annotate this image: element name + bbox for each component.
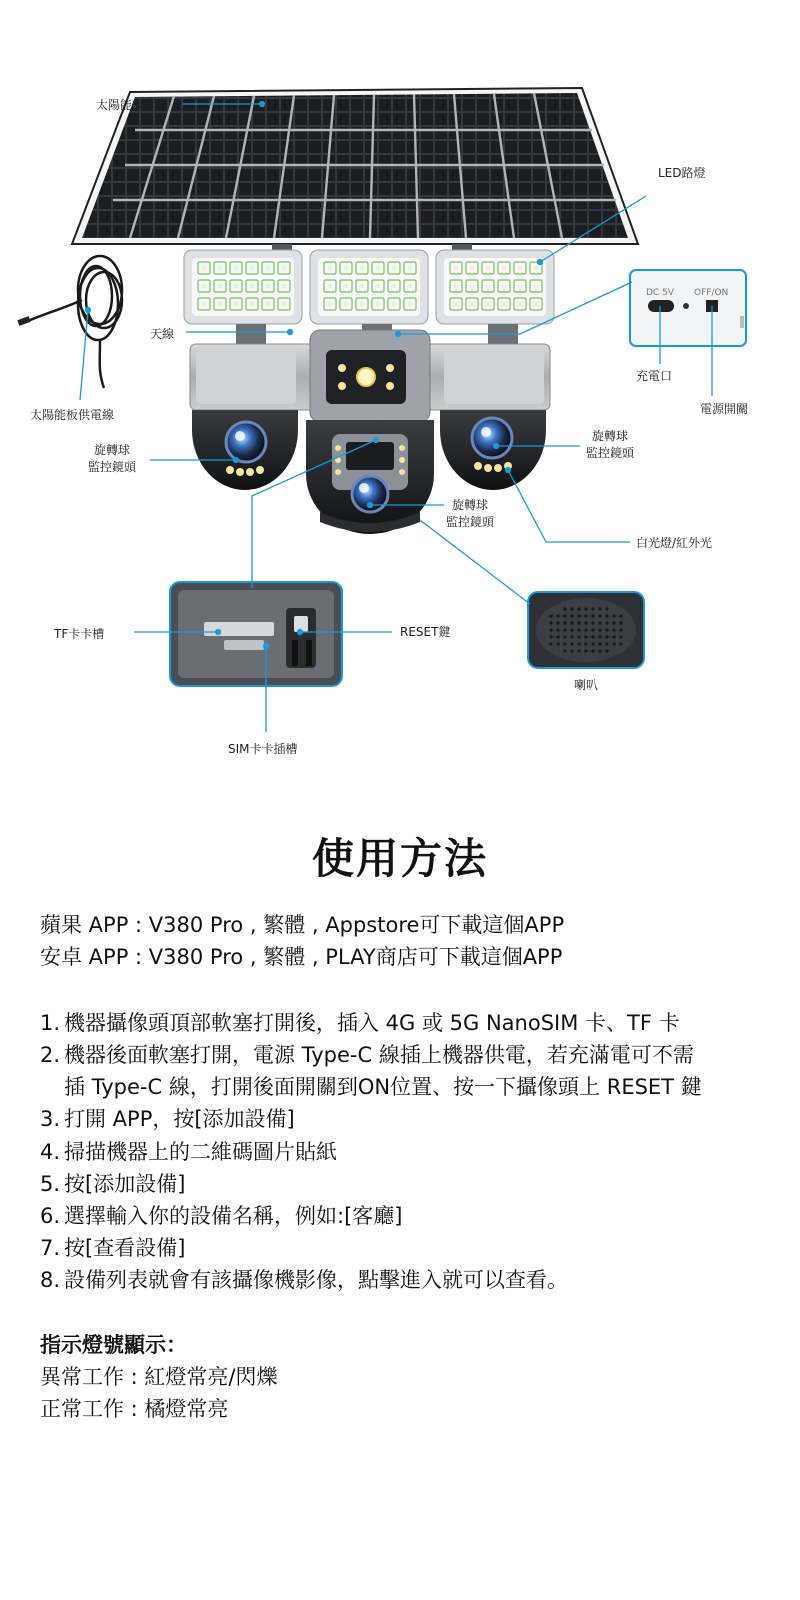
label-ptz-left-line2: 監控鏡頭 [88,460,137,474]
led-dot [502,302,507,307]
solar-cable [26,256,122,388]
label-ptz-right-line1: 旋轉球 [592,429,629,443]
led-dot [234,302,239,307]
label-white-ir-light: 白光燈/紅外光 [636,536,713,550]
led-dot [202,284,207,289]
speaker-hole [591,607,594,610]
led-dot [408,266,413,271]
speaker-hole [549,642,552,645]
speaker-hole [577,614,580,617]
speaker-hole [563,614,566,617]
speaker-hole [549,621,552,624]
page-title: 使用方法 [311,834,488,883]
speaker-hole [598,649,601,652]
speaker-hole [605,614,608,617]
speaker-hole [577,635,580,638]
speaker-hole [556,635,559,638]
step-item [40,1232,185,1264]
led-dot [454,284,459,289]
led-dot [328,284,333,289]
led-dot [282,302,287,307]
led-dot [344,266,349,271]
led-dot [282,284,287,289]
label-power-switch: 電源開關 [700,402,749,416]
led-dot [250,266,255,271]
label-ptz-center [446,497,494,531]
speaker-hole [591,621,594,624]
led-dot [454,302,459,307]
step-number: 5. [40,1172,61,1196]
step-text: 按[添加設備] [64,1172,186,1196]
speaker-hole [549,614,552,617]
step-item [40,1200,402,1232]
speaker-hole [598,635,601,638]
speaker-hole [577,607,580,610]
label-antenna: 天線 [150,327,175,341]
speaker-hole [563,628,566,631]
port-inset [630,270,746,346]
step-text: 掃描機器上的二維碼圖片貼紙 [64,1140,337,1164]
led-dot [518,266,523,271]
led-dot [234,284,239,289]
led-dot [470,266,475,271]
led-dot [344,284,349,289]
product-diagram [0,0,800,790]
step-number: 4. [40,1140,61,1164]
speaker-hole [556,614,559,617]
speaker-hole [598,607,601,610]
led-dot [360,302,365,307]
speaker-hole [563,642,566,645]
led-dot [486,266,491,271]
speaker-inset [528,592,644,668]
label-led-light: LED路燈 [658,166,706,180]
port-switch-text: OFF/ON [694,288,729,298]
speaker-hole [563,649,566,652]
led-dot [344,302,349,307]
speaker-hole [570,607,573,610]
led-dot [202,266,207,271]
led-dot [470,284,475,289]
speaker-hole [584,607,587,610]
label-solar-cable: 太陽能板供電線 [30,408,115,422]
speaker-hole [605,642,608,645]
step-item [40,1103,295,1135]
speaker-hole [619,635,622,638]
led-dot [502,284,507,289]
speaker-hole [605,607,608,610]
step-item [40,1136,337,1168]
speaker-hole [584,614,587,617]
led-dot [408,284,413,289]
led-dot [234,266,239,271]
led-dot [328,266,333,271]
led-dot [202,302,207,307]
led-dot [454,266,459,271]
led-dot [486,302,491,307]
card-slot-inset [170,582,342,686]
step-number: 3. [40,1107,61,1131]
speaker-hole [563,607,566,610]
label-charging-port: 充電口 [636,369,673,383]
speaker-hole [577,628,580,631]
speaker-hole [612,628,615,631]
speaker-hole [591,628,594,631]
led-dot [518,302,523,307]
speaker-hole [598,614,601,617]
speaker-hole [598,642,601,645]
speaker-hole [577,621,580,624]
speaker-hole [577,642,580,645]
speaker-hole [598,628,601,631]
speaker-hole [577,649,580,652]
label-sim-slot: SIM卡卡插槽 [228,742,298,756]
camera-body [190,330,550,422]
led-dot [392,266,397,271]
step-number: 2. [40,1043,61,1067]
led-dot [250,302,255,307]
speaker-hole [570,635,573,638]
camera-illustration [0,0,800,790]
speaker-hole [619,628,622,631]
label-ptz-right-line2: 監控鏡頭 [586,446,635,460]
label-ptz-center-line2: 監控鏡頭 [446,515,495,529]
step-number: 6. [40,1204,61,1228]
speaker-hole [605,649,608,652]
label-speaker: 喇叭 [574,678,599,692]
speaker-hole [591,642,594,645]
speaker-hole [584,621,587,624]
indicator-normal: 正常工作 : 橘燈常亮 [40,1397,229,1421]
led-dot [392,284,397,289]
speaker-hole [549,635,552,638]
led-dot [250,284,255,289]
step-item [40,1264,568,1296]
led-dot [328,302,333,307]
label-ptz-center-line1: 旋轉球 [452,498,489,512]
led-dot [376,302,381,307]
android-app-line: 安卓 APP : V380 Pro , 繁體 , PLAY商店可下載這個APP [40,945,563,969]
speaker-hole [563,621,566,624]
step-text: 設備列表就會有該攝像機影像，點擊進入就可以查看。 [64,1268,568,1292]
step-text: 機器攝像頭頂部軟塞打開後，插入 4G 或 5G NanoSIM 卡、TF 卡 [64,1011,680,1035]
led-dot [282,266,287,271]
speaker-hole [619,614,622,617]
port-dc-text: DC 5V [646,288,674,298]
speaker-hole [556,642,559,645]
led-dot [376,266,381,271]
speaker-hole [584,635,587,638]
speaker-hole [598,621,601,624]
speaker-hole [591,649,594,652]
step-text: 按[查看設備] [64,1236,186,1260]
step-text: 選擇輸入你的設備名稱，例如:[客廳] [64,1204,403,1228]
ptz-dome-left [192,410,298,490]
label-ptz-right [586,428,634,462]
step-number: 1. [40,1011,61,1035]
speaker-hole [584,628,587,631]
speaker-hole [619,642,622,645]
led-dot [266,266,271,271]
speaker-hole [570,621,573,624]
label-reset-key: RESET鍵 [400,625,451,639]
led-dot [360,266,365,271]
solar-panel [72,88,638,254]
led-dot [470,302,475,307]
speaker-hole [563,635,566,638]
led-dot [376,284,381,289]
speaker-hole [612,621,615,624]
led-dot [218,302,223,307]
led-dot [266,284,271,289]
led-dot [534,284,539,289]
led-dot [360,284,365,289]
label-tf-slot: TF卡卡槽 [54,627,105,641]
label-ptz-left-line1: 旋轉球 [94,443,131,457]
indicator-abnormal: 異常工作 : 紅燈常亮/閃爍 [40,1365,278,1389]
speaker-hole [549,628,552,631]
ptz-dome-center [306,420,434,534]
step-item [40,1039,694,1071]
ptz-dome-right [440,410,546,490]
step-text: 打開 APP，按[添加設備] [64,1107,295,1131]
speaker-hole [556,621,559,624]
speaker-hole [612,635,615,638]
led-dot [218,266,223,271]
speaker-hole [591,614,594,617]
led-dot [518,284,523,289]
speaker-hole [619,621,622,624]
speaker-hole [570,628,573,631]
step-number: 8. [40,1268,61,1292]
led-dot [408,302,413,307]
label-solar-panel: 太陽能板 [96,98,145,112]
ios-app-line: 蘋果 APP : V380 Pro , 繁體 , Appstore可下載這個APP [40,913,565,937]
speaker-hole [612,614,615,617]
speaker-hole [570,614,573,617]
speaker-hole [584,649,587,652]
led-dot [534,302,539,307]
label-ptz-left [88,442,136,476]
speaker-hole [591,635,594,638]
indicator-heading: 指示燈號顯示： [40,1333,187,1357]
speaker-hole [605,635,608,638]
speaker-hole [584,642,587,645]
speaker-hole [556,628,559,631]
speaker-hole [612,642,615,645]
led-dot [486,284,491,289]
led-dot [266,302,271,307]
speaker-hole [605,621,608,624]
led-dot [534,266,539,271]
speaker-hole [605,628,608,631]
led-dot [392,302,397,307]
step-text: 機器後面軟塞打開，電源 Type-C 線插上機器供電，若充滿電可不需 [64,1043,694,1067]
led-dot [218,284,223,289]
step-item [40,1007,680,1039]
step-item [40,1168,185,1200]
step-text-continued: 插 Type-C 線，打開後面開關到ON位置、按一下攝像頭上 RESET 鍵 [64,1075,702,1099]
speaker-hole [570,642,573,645]
step-number: 7. [40,1236,61,1260]
speaker-hole [570,649,573,652]
led-dot [502,266,507,271]
